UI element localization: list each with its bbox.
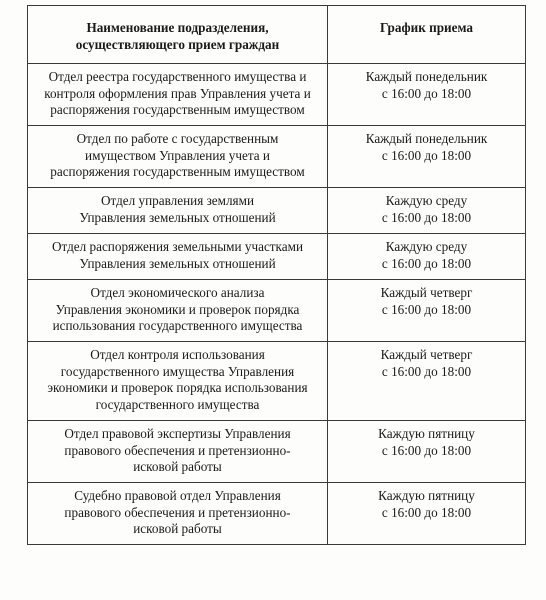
cell-line: Каждую пятницу	[378, 488, 475, 503]
schedule-cell	[328, 126, 526, 188]
cell-line: Отдел управления землями	[100, 193, 255, 208]
cell-line: Отдел контроля использования	[90, 347, 265, 362]
cell-line: исковой работы	[133, 521, 222, 536]
cell-line: распоряжения государственным имуществом	[50, 102, 305, 117]
cell-line: с 16:00 до 18:00	[381, 255, 472, 271]
cell-line: использования государственного имущества	[52, 318, 303, 333]
table-row	[28, 342, 526, 421]
cell-line: Отдел правовой экспертизы Управления	[64, 426, 291, 441]
department-cell	[28, 280, 328, 342]
cell-line: экономики и проверок порядка использования	[47, 380, 308, 395]
department-cell	[28, 126, 328, 188]
cell-line: Каждый понедельник	[365, 131, 488, 146]
department-cell	[28, 421, 328, 483]
cell-line: Отдел по работе с государственным	[76, 131, 279, 146]
cell-line: Управления земельных отношений	[79, 209, 276, 225]
cell-line: государственного имущества	[95, 396, 260, 412]
table-row	[28, 64, 526, 126]
cell-line: Управления экономики и проверок порядка	[55, 301, 300, 317]
cell-line: контроля оформления прав Управления учета и	[44, 85, 311, 101]
table-row	[28, 483, 526, 545]
cell-line: Судебно правовой отдел Управления	[74, 488, 281, 503]
table-row	[28, 280, 526, 342]
cell-line: имуществом Управления учета и	[85, 147, 270, 163]
header-schedule	[328, 6, 526, 64]
cell-line: Управления земельных отношений	[79, 255, 276, 271]
department-cell	[28, 188, 328, 234]
schedule-cell	[328, 342, 526, 421]
cell-line: Каждый понедельник	[365, 69, 488, 84]
cell-line: Каждую среду	[385, 239, 468, 254]
table-row	[28, 188, 526, 234]
cell-line: правового обеспечения и претензионно-	[64, 442, 291, 458]
cell-line: с 16:00 до 18:00	[381, 209, 472, 225]
cell-line: с 16:00 до 18:00	[381, 85, 472, 101]
cell-line: с 16:00 до 18:00	[381, 301, 472, 317]
reception-schedule-table	[27, 5, 526, 545]
cell-line: с 16:00 до 18:00	[381, 363, 472, 379]
schedule-cell	[328, 421, 526, 483]
cell-line: Отдел экономического анализа	[90, 285, 265, 300]
schedule-cell	[328, 280, 526, 342]
table-row	[28, 234, 526, 280]
header-line: осуществляющего прием граждан	[75, 36, 280, 52]
department-cell	[28, 483, 328, 545]
header-line: График приема	[380, 20, 473, 35]
schedule-cell	[328, 64, 526, 126]
department-cell	[28, 234, 328, 280]
department-cell	[28, 342, 328, 421]
schedule-cell	[328, 483, 526, 545]
table-header-row	[28, 6, 526, 64]
schedule-cell	[328, 188, 526, 234]
cell-line: Отдел распоряжения земельными участками	[51, 239, 304, 254]
table-row	[28, 126, 526, 188]
cell-line: Каждый четверг	[380, 285, 473, 300]
cell-line: государственного имущества Управления	[60, 363, 295, 379]
header-department	[28, 6, 328, 64]
header-line: Наименование подразделения,	[86, 20, 269, 35]
schedule-cell	[328, 234, 526, 280]
cell-line: распоряжения государственным имуществом	[50, 164, 305, 179]
cell-line: Каждую среду	[385, 193, 468, 208]
cell-line: с 16:00 до 18:00	[381, 147, 472, 163]
table-row	[28, 421, 526, 483]
cell-line: исковой работы	[133, 459, 222, 474]
cell-line: с 16:00 до 18:00	[381, 442, 472, 458]
cell-line: Каждую пятницу	[378, 426, 475, 441]
cell-line: правового обеспечения и претензионно-	[64, 504, 291, 520]
cell-line: с 16:00 до 18:00	[381, 504, 472, 520]
department-cell	[28, 64, 328, 126]
cell-line: Отдел реестра государственного имущества и	[48, 69, 307, 84]
cell-line: Каждый четверг	[380, 347, 473, 362]
